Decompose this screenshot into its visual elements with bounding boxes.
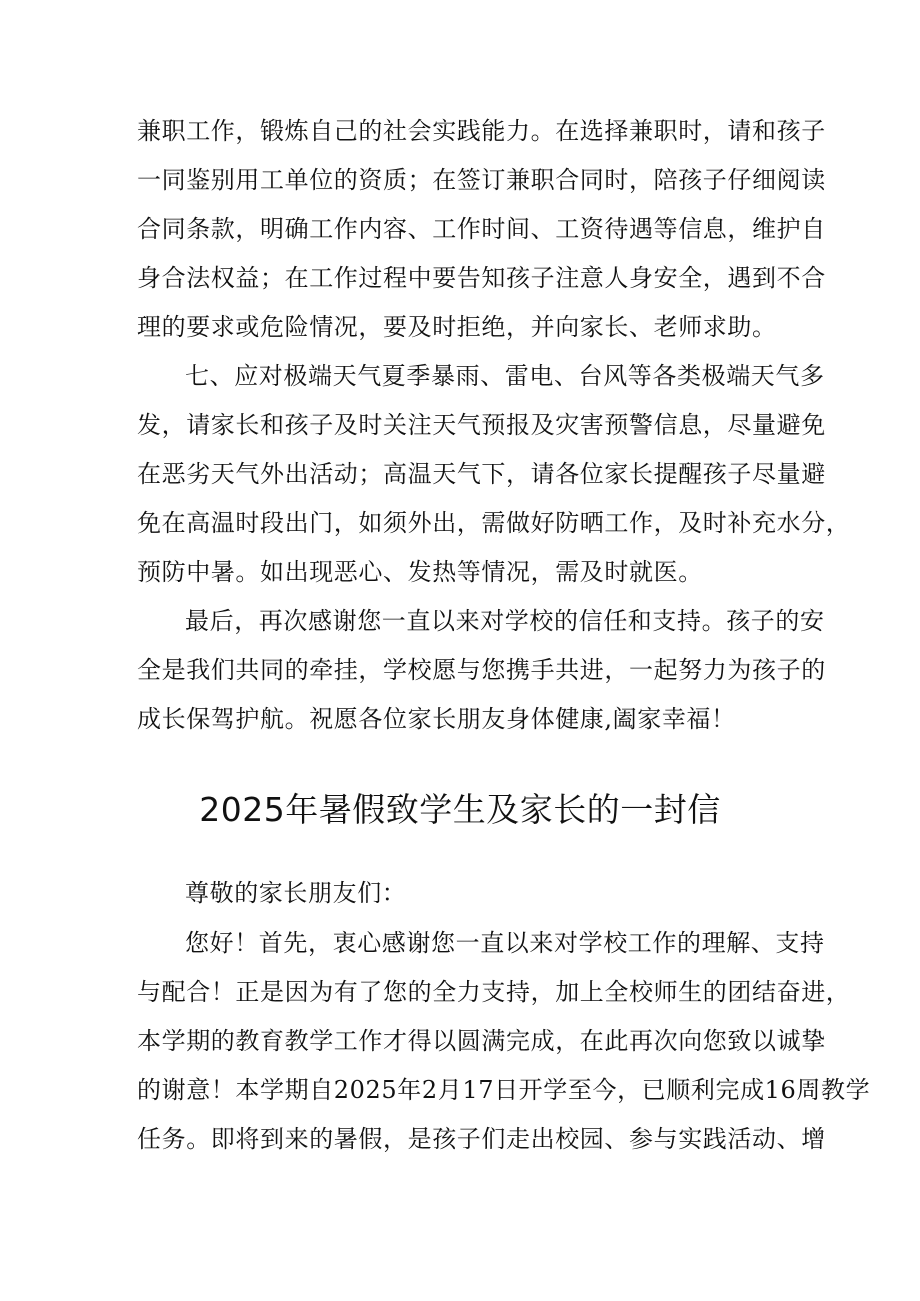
letter-title: 2025年暑假致学生及家长的一封信 <box>199 790 721 829</box>
text-line: 发，请家长和孩子及时关注天气预报及灾害预警信息，尽量避免 <box>137 411 826 439</box>
text-line: 七、应对极端天气夏季暴雨、雷电、台风等各类极端天气多 <box>185 362 825 390</box>
salutation: 尊敬的家长朋友们： <box>185 879 407 907</box>
text-line: 任务。即将到来的暑假，是孩子们走出校园、参与实践活动、增 <box>137 1125 826 1153</box>
text-line: 预防中暑。如出现恶心、发热等情况，需及时就医。 <box>137 558 703 586</box>
text-line: 全是我们共同的牵挂，学校愿与您携手共进，一起努力为孩子的 <box>137 656 826 684</box>
text-line: 在恶劣天气外出活动；高温天气下，请各位家长提醒孩子尽量避 <box>137 460 826 488</box>
text-line: 免在高温时段出门，如须外出，需做好防晒工作，及时补充水分， <box>137 509 851 537</box>
text-line: 您好！首先，衷心感谢您一直以来对学校工作的理解、支持 <box>185 929 825 957</box>
text-line: 的谢意！本学期自2025年2月17日开学至今，已顺利完成16周教学 <box>137 1076 871 1104</box>
text-line: 一同鉴别用工单位的资质；在签订兼职合同时，陪孩子仔细阅读 <box>137 166 826 194</box>
text-line: 本学期的教育教学工作才得以圆满完成，在此再次向您致以诚挚 <box>137 1027 826 1055</box>
text-line: 成长保驾护航。祝愿各位家长朋友身体健康,阖家幸福！ <box>137 705 736 733</box>
text-line: 理的要求或危险情况，要及时拒绝，并向家长、老师求助。 <box>137 313 777 341</box>
text-line: 合同条款，明确工作内容、工作时间、工资待遇等信息，维护自 <box>137 215 826 243</box>
text-line: 最后，再次感谢您一直以来对学校的信任和支持。孩子的安 <box>185 607 825 635</box>
text-line: 兼职工作，锻炼自己的社会实践能力。在选择兼职时，请和孩子 <box>137 117 826 145</box>
text-line: 身合法权益；在工作过程中要告知孩子注意人身安全，遇到不合 <box>137 264 826 292</box>
text-line: 与配合！正是因为有了您的全力支持，加上全校师生的团结奋进， <box>137 978 851 1006</box>
